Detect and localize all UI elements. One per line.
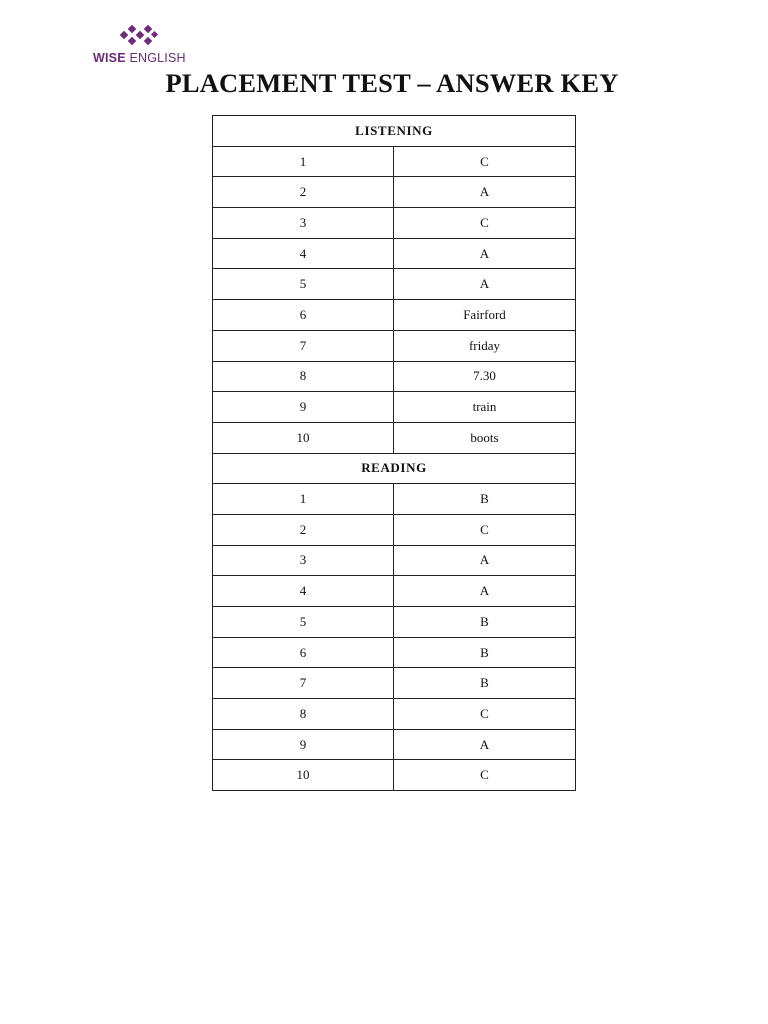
table-row <box>213 208 576 239</box>
table-row <box>213 576 576 607</box>
question-number-cell: 5 <box>213 269 394 300</box>
answer-cell: A <box>394 729 576 760</box>
question-number-cell: 2 <box>213 514 394 545</box>
question-number-cell: 9 <box>213 392 394 423</box>
answer-cell: friday <box>394 330 576 361</box>
brand-logo <box>93 24 189 66</box>
answer-cell: train <box>394 392 576 423</box>
question-number-cell: 2 <box>213 177 394 208</box>
question-number-cell: 7 <box>213 330 394 361</box>
table-row <box>213 238 576 269</box>
question-number-cell: 3 <box>213 545 394 576</box>
table-row <box>213 146 576 177</box>
question-number-cell: 1 <box>213 484 394 515</box>
section-header-row <box>213 116 576 147</box>
question-number-cell: 5 <box>213 607 394 638</box>
question-number-cell: 10 <box>213 422 394 453</box>
table-row <box>213 760 576 791</box>
question-number-cell: 4 <box>213 576 394 607</box>
table-row <box>213 361 576 392</box>
answer-cell: A <box>394 177 576 208</box>
table-row <box>213 668 576 699</box>
answer-cell: C <box>394 146 576 177</box>
question-number-cell: 7 <box>213 668 394 699</box>
answer-cell: B <box>394 637 576 668</box>
checkered-diamond-logo-icon <box>119 24 159 48</box>
answer-cell: A <box>394 238 576 269</box>
question-number-cell: 4 <box>213 238 394 269</box>
question-number-cell: 1 <box>213 146 394 177</box>
answer-cell: C <box>394 208 576 239</box>
question-number-cell: 9 <box>213 729 394 760</box>
table-row <box>213 514 576 545</box>
answer-cell: C <box>394 760 576 791</box>
answer-cell: C <box>394 514 576 545</box>
table-row <box>213 300 576 331</box>
table-row <box>213 607 576 638</box>
answer-cell: B <box>394 484 576 515</box>
answer-cell: A <box>394 269 576 300</box>
question-number-cell: 10 <box>213 760 394 791</box>
table-row <box>213 699 576 730</box>
answer-cell: 7.30 <box>394 361 576 392</box>
table-row <box>213 484 576 515</box>
question-number-cell: 6 <box>213 300 394 331</box>
answer-cell: B <box>394 607 576 638</box>
section-title: LISTENING <box>213 116 576 147</box>
page-title: PLACEMENT TEST – ANSWER KEY <box>165 68 619 98</box>
question-number-cell: 6 <box>213 637 394 668</box>
section-header-row <box>213 453 576 484</box>
logo-text <box>93 51 186 65</box>
section-title: READING <box>213 453 576 484</box>
table-row <box>213 729 576 760</box>
question-number-cell: 8 <box>213 361 394 392</box>
logo-word-english: ENGLISH <box>129 51 186 65</box>
logo-word-wise: WISE <box>93 51 126 65</box>
table-row <box>213 392 576 423</box>
answer-key-table <box>212 115 576 791</box>
answer-cell: C <box>394 699 576 730</box>
answer-cell: B <box>394 668 576 699</box>
answer-key-body <box>213 116 576 791</box>
table-row <box>213 177 576 208</box>
question-number-cell: 3 <box>213 208 394 239</box>
answer-cell: A <box>394 545 576 576</box>
table-row <box>213 422 576 453</box>
question-number-cell: 8 <box>213 699 394 730</box>
table-row <box>213 330 576 361</box>
answer-cell: boots <box>394 422 576 453</box>
answer-cell: Fairford <box>394 300 576 331</box>
table-row <box>213 637 576 668</box>
answer-cell: A <box>394 576 576 607</box>
table-row <box>213 545 576 576</box>
table-row <box>213 269 576 300</box>
